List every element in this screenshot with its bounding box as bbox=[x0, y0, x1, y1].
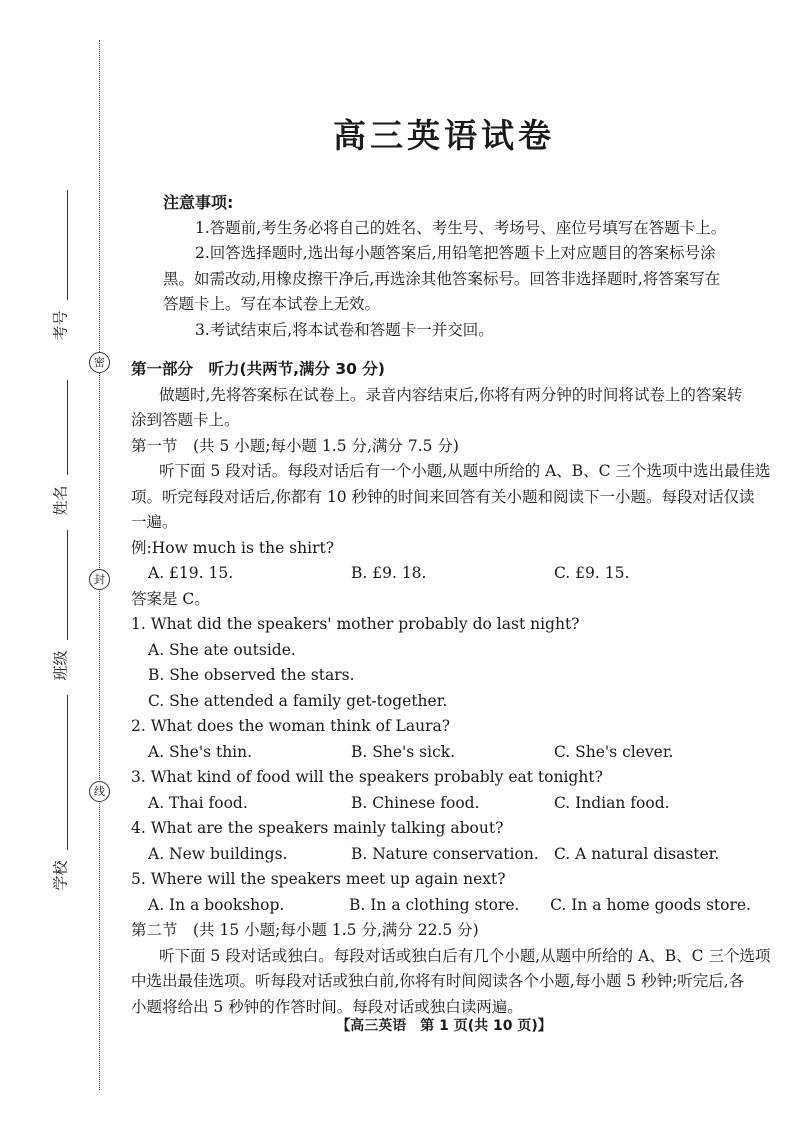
question-2-option-a: A. She's thin. bbox=[148, 742, 253, 761]
question-2-options bbox=[131, 740, 751, 766]
question-3-option-c: C. Indian food. bbox=[554, 793, 670, 812]
exam-number-label: 考号 bbox=[51, 310, 70, 341]
seal-xian: 线 bbox=[89, 781, 110, 802]
question-4-option-c: C. A natural disaster. bbox=[554, 844, 720, 863]
notice-line: 1.答题前,考生务必将自己的姓名、考生号、考场号、座位号填写在答题卡上。 bbox=[195, 218, 727, 237]
name-line bbox=[67, 380, 68, 475]
notice-heading: 注意事项: bbox=[163, 193, 234, 212]
question-4-option-a: A. New buildings. bbox=[148, 844, 288, 863]
example-question: 例:How much is the shirt? bbox=[131, 538, 335, 557]
school-label: 学校 bbox=[51, 860, 70, 891]
question-2-option-b: B. She's sick. bbox=[351, 742, 456, 761]
school-line bbox=[67, 695, 68, 850]
section1-intro-line: 听下面 5 段对话。每段对话后有一个小题,从题中所给的 A、B、C 三个选项中选出最佳选 bbox=[159, 462, 771, 480]
question-4: 4. What are the speakers mainly talking about? bbox=[131, 819, 504, 837]
notice-line: 3.考试结束后,将本试卷和答题卡一并交回。 bbox=[195, 320, 494, 339]
question-4-options bbox=[131, 842, 751, 868]
question-5-options bbox=[131, 893, 751, 919]
question-5-option-b: B. In a clothing store. bbox=[349, 895, 520, 914]
part1-intro-line: 涂到答题卡上。 bbox=[131, 411, 240, 429]
question-5: 5. Where will the speakers meet up again next? bbox=[131, 870, 506, 888]
section1-intro-line: 项。听完每段对话后,你都有 10 秒钟的时间来回答有关小题和阅读下一小题。每段对话仅读 bbox=[131, 487, 755, 506]
question-3: 3. What kind of food will the speakers probably eat tonight? bbox=[131, 768, 603, 786]
example-option-c: C. £9. 15. bbox=[554, 564, 630, 582]
example-option-a: A. £19. 15. bbox=[148, 564, 234, 582]
part1-heading: 第一部分 听力(共两节,满分 30 分) bbox=[131, 360, 385, 378]
part1-intro-line: 做题时,先将答案标在试卷上。录音内容结束后,你将有两分钟的时间将试卷上的答案转 bbox=[159, 385, 743, 404]
question-3-options bbox=[131, 791, 751, 817]
class-line bbox=[67, 530, 68, 640]
section2-intro-line: 中选出最佳选项。听每段对话或独白前,你将有时间阅读各个小题,每小题 5 秒钟;听完后,各 bbox=[131, 972, 745, 990]
page-title: 高三英语试卷 bbox=[333, 116, 555, 155]
question-1-option-a: A. She ate outside. bbox=[148, 640, 296, 659]
name-label: 姓名 bbox=[51, 485, 70, 516]
notice-line: 2.回答选择题时,选出每小题答案后,用铅笔把答题卡上对应题目的答案标号涂 bbox=[195, 244, 716, 262]
notice-line: 答题卡上。写在本试卷上无效。 bbox=[163, 295, 381, 313]
section2-intro-line: 小题将给出 5 秒钟的作答时间。每段对话或独白读两遍。 bbox=[131, 997, 523, 1016]
question-5-option-a: A. In a bookshop. bbox=[148, 895, 285, 914]
question-3-option-a: A. Thai food. bbox=[148, 793, 248, 812]
question-2-option-c: C. She's clever. bbox=[554, 742, 674, 761]
example-option-b: B. £9. 18. bbox=[351, 564, 427, 582]
seal-mi: 密 bbox=[89, 352, 110, 373]
example-answer: 答案是 C。 bbox=[131, 589, 210, 608]
question-5-option-c: C. In a home goods store. bbox=[550, 895, 751, 914]
class-label: 班级 bbox=[51, 650, 70, 681]
question-1: 1. What did the speakers' mother probably do last night? bbox=[131, 615, 580, 633]
exam-content bbox=[131, 190, 771, 1020]
page-footer: 【高三英语 第 1 页(共 10 页)】 bbox=[336, 1018, 552, 1034]
question-3-option-b: B. Chinese food. bbox=[351, 793, 480, 812]
section2-intro-line: 听下面 5 段对话或独白。每段对话或独白后有几个小题,从题中所给的 A、B、C 三个选项 bbox=[159, 946, 771, 965]
notice-line: 黑。如需改动,用橡皮擦干净后,再选涂其他答案标号。回答非选择题时,将答案写在 bbox=[163, 269, 721, 288]
exam-number-line bbox=[67, 190, 68, 300]
binding-dotted-line bbox=[99, 40, 100, 1090]
seal-feng: 封 bbox=[89, 569, 110, 590]
example-options bbox=[131, 561, 751, 587]
section1-intro-line: 一遍。 bbox=[131, 513, 178, 531]
section1-heading: 第一节 (共 5 小题;每小题 1.5 分,满分 7.5 分) bbox=[131, 436, 459, 455]
question-2: 2. What does the woman think of Laura? bbox=[131, 717, 451, 735]
question-4-option-b: B. Nature conservation. bbox=[351, 844, 539, 863]
question-1-option-b: B. She observed the stars. bbox=[148, 666, 355, 684]
section2-heading: 第二节 (共 15 小题;每小题 1.5 分,满分 22.5 分) bbox=[131, 921, 479, 939]
question-1-option-c: C. She attended a family get-together. bbox=[148, 691, 448, 710]
